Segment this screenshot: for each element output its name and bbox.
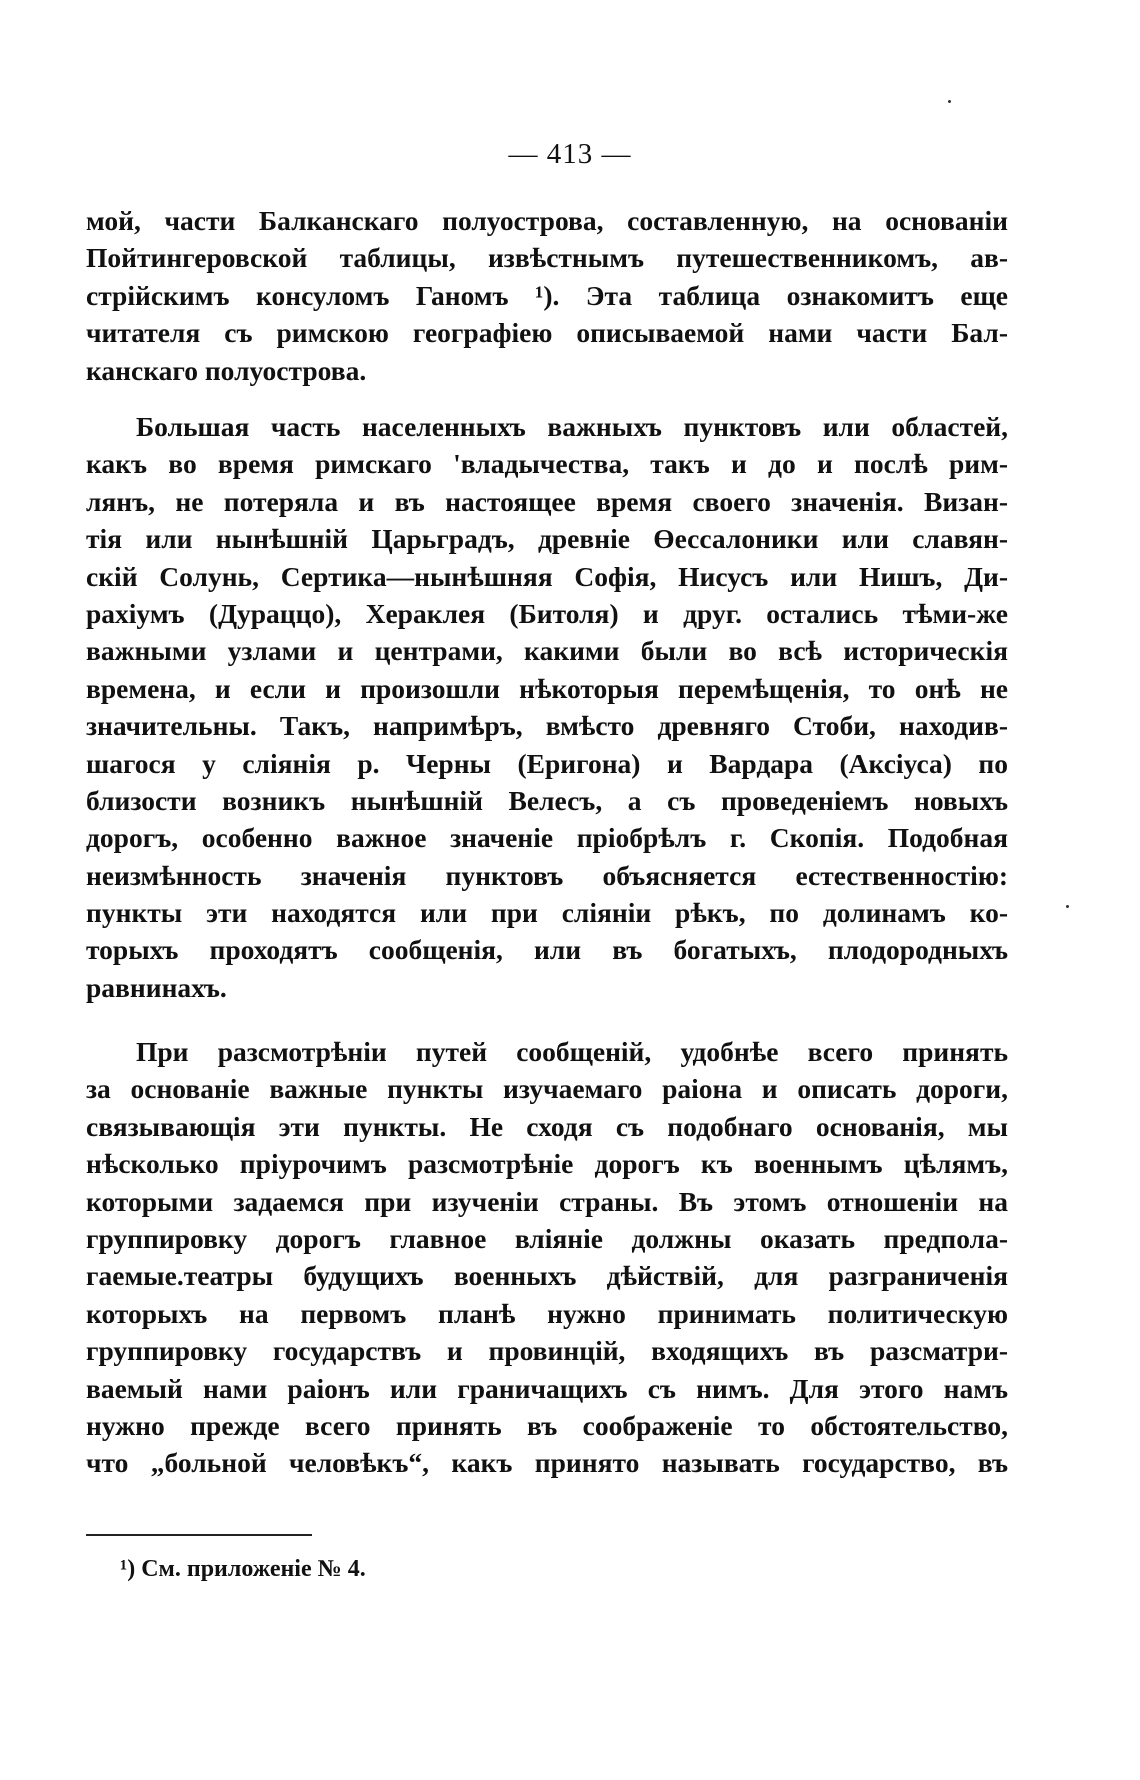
text-line: равнинахъ. [86,971,227,1003]
text-line: которыми задаемся при изученіи страны. Въ этомъ отношеніи на [86,1185,1008,1217]
page-number: — 413 — [508,138,632,170]
text-line: дорогъ, особенно важное значеніе пріобрѣлъ г. Скопія. Подобная [86,822,1008,854]
text-line: Пойтингеровской таблицы, извѣстнымъ путешественникомъ, ав- [86,242,1008,274]
text-line: Большая часть населенныхъ важныхъ пунктовъ или областей, [136,411,1008,442]
footnote-marker: ¹) [120,1556,136,1582]
paragraph-2 [86,408,1008,1006]
text-line: группировку дорогъ главное вліяніе должны оказать предпола- [86,1222,1008,1254]
text-line: группировку государствъ и провинцій, входящихъ въ разсматри- [86,1335,1008,1367]
text-line: что „больной человѣкъ“, какъ принято называть государство, въ [86,1447,1008,1479]
scan-speck [948,100,951,103]
text-line: важными узлами и центрами, какими были во всѣ историческія [86,635,1008,667]
text-line: нѣсколько пріурочимъ разсмотрѣніе дорогъ къ военнымъ цѣлямъ, [86,1148,1008,1180]
paragraph-1 [86,202,1008,389]
text-line: связывающія эти пункты. Не сходя съ подобнаго основанія, мы [86,1110,1008,1142]
text-line: шагося у сліянія р. Черны (Еригона) и Вардара (Аксіуса) по [86,747,1008,779]
text-line: гаемые.театры будущихъ военныхъ дѣйствій, для разграниченія [86,1260,1008,1292]
text-line: значительны. Такъ, напримѣръ, вмѣсто древняго Стоби, находив- [86,710,1008,742]
paragraph-3 [86,1033,1008,1482]
text-line: лянъ, не потеряла и въ настоящее время своего значенія. Визан- [86,485,1008,517]
scan-speck [1066,905,1069,908]
text-line: канскаго полуострова. [86,354,367,386]
text-line: рахіумъ (Дураццо), Хераклея (Битоля) и друг. остались тѣми-же [86,597,1008,629]
footnote-divider [86,1534,312,1536]
text-line: неизмѣнность значенія пунктовъ объясняется естественностію: [86,859,1008,891]
footnote [120,1556,366,1583]
text-line: какъ во время римскаго 'владычества, такъ и до и послѣ рим- [86,448,1008,480]
text-line: нужно прежде всего принять въ соображеніе то обстоятельство, [86,1409,1008,1441]
text-line: При разсмотрѣніи путей сообщеній, удобнѣе всего принять [136,1036,1008,1067]
text-line: пункты эти находятся или при сліяніи рѣкъ, по долинамъ ко- [86,897,1008,929]
text-line: торыхъ проходятъ сообщенія, или въ богатыхъ, плодородныхъ [86,934,1008,966]
text-line: скій Солунь, Сертика—нынѣшняя Софія, Нисусъ или Нишъ, Ди- [86,560,1008,592]
text-line: времена, и если и произошли нѣкоторыя перемѣщенія, то онѣ не [86,672,1008,704]
text-line: стрійскимъ консуломъ Ганомъ ¹). Эта таблица ознакомитъ еще [86,279,1008,311]
text-line: за основаніе важные пункты изучаемаго раіона и описать дороги, [86,1073,1008,1105]
text-line: ваемый нами раіонъ или граничащихъ съ нимъ. Для этого намъ [86,1372,1008,1404]
footnote-text: См. приложеніе № 4. [141,1556,366,1582]
text-line: читателя съ римскою географіею описываемой нами части Бал- [86,317,1008,349]
text-line: тія или нынѣшній Царьградъ, древніе Өессалоники или славян- [86,523,1008,555]
text-line: которыхъ на первомъ планѣ нужно принимать политическую [86,1297,1008,1329]
text-line: мой, части Балканскаго полуострова, составленную, на основаніи [86,205,1008,236]
text-line: близости возникъ нынѣшній Велесъ, а съ проведеніемъ новыхъ [86,784,1008,816]
